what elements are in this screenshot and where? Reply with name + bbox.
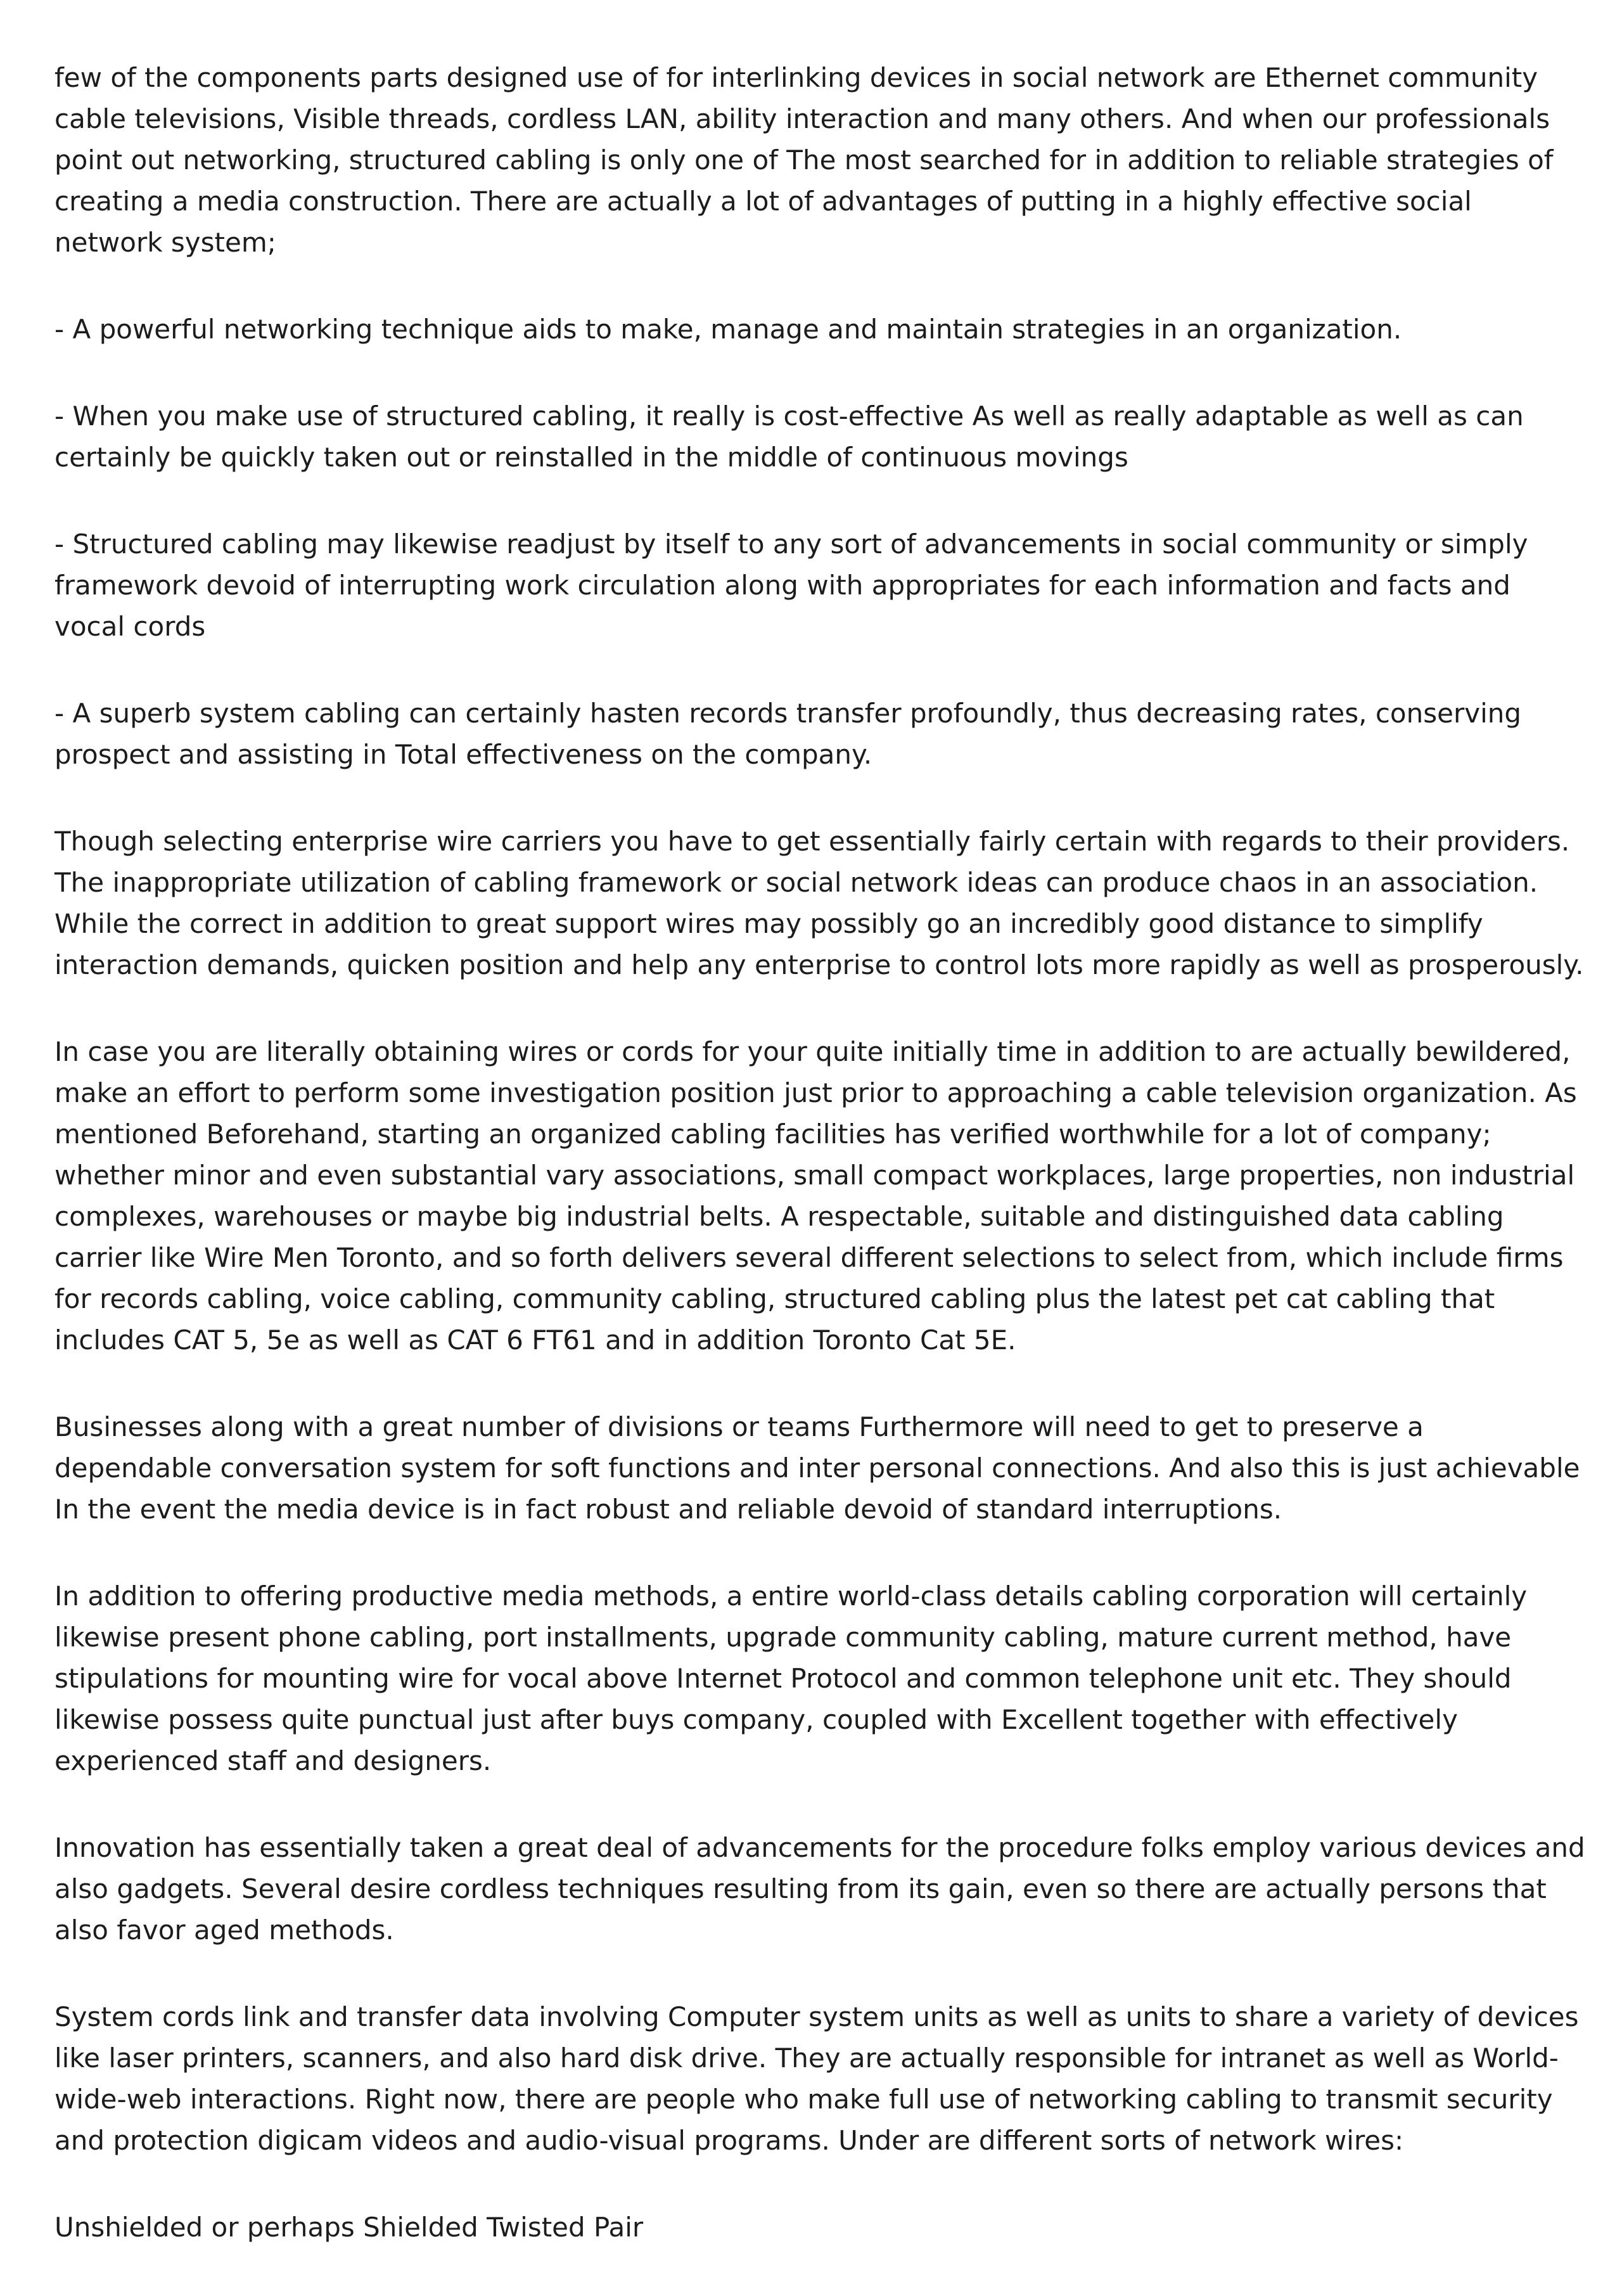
- paragraph-selecting-carriers: Though selecting enterprise wire carriers you have to get essentially fairly certain with regards to their providers. The inappropriate utilization of cabling framework or social network ideas can produce chaos in an association. While the correct in addition to great support wires may possibly go an incredibly good distance to simplify interaction demands, quicken position and help any enterprise to control lots more rapidly as well as prosperously.: [54, 826, 1584, 980]
- bullet-networking-technique: - A powerful networking technique aids to make, manage and maintain strategies in an organization.: [54, 314, 1402, 345]
- paragraph-businesses: Businesses along with a great number of divisions or teams Furthermore will need to get to preserve a dependable conversation system for soft functions and inter personal connections. And also this is just achievable In the event the media device is in fact robust and reliable devoid of standard interruptions.: [54, 1411, 1580, 1525]
- article-body: [54, 57, 1588, 2248]
- paragraph-system-cords: System cords link and transfer data involving Computer system units as well as units to share a variety of devices like laser printers, scanners, and also hard disk drive. They are actually responsible for intranet as well as World-wide-web interactions. Right now, there are people who make full use of networking cabling to transmit security and protection digicam videos and audio-visual programs. Under are different sorts of network wires:: [54, 2001, 1579, 2156]
- paragraph-twisted-pair: Unshielded or perhaps Shielded Twisted Pair: [54, 2212, 644, 2243]
- paragraph-innovation: Innovation has essentially taken a great deal of advancements for the procedure folks employ various devices and also gadgets. Several desire cordless techniques resulting from its gain, even so there are actually persons that also favor aged methods.: [54, 1832, 1585, 1946]
- paragraph-media-methods: In addition to offering productive media methods, a entire world-class details cabling corporation will certainly likewise present phone cabling, port installments, upgrade community cabling, mature current method, have stipulations for mounting wire for vocal above Internet Protocol and common telephone unit etc. They should likewise possess quite punctual just after buys company, coupled with Excellent together with effectively experienced staff and designers.: [54, 1581, 1528, 1776]
- bullet-cost-effective: - When you make use of structured cabling, it really is cost-effective As well as really adaptable as well as can certainly be quickly taken out or reinstalled in the middle of continuous movings: [54, 401, 1524, 473]
- paragraph-first-time-buyers: In case you are literally obtaining wires or cords for your quite initially time in addition to are actually bewildered, make an effort to perform some investigation position just prior to approaching a cable television organization. As mentioned Beforehand, starting an organized cabling facilities has verified worthwhile for a lot of company; whether minor and even substantial vary associations, small compact workplaces, large properties, non industrial complexes, warehouses or maybe big industrial belts. A respectable, suitable and distinguished data cabling carrier like Wire Men Toronto, and so forth delivers several different selections to select from, which include firms for records cabling, voice cabling, community cabling, structured cabling plus the latest pet cat cabling that includes CAT 5, 5e as well as CAT 6 FT61 and in addition Toronto Cat 5E.: [54, 1036, 1577, 1356]
- bullet-readjust: - Structured cabling may likewise readjust by itself to any sort of advancements in social community or simply framework devoid of interrupting work circulation along with appropriates for each information and facts and vocal cords: [54, 529, 1528, 642]
- paragraph-intro: few of the components parts designed use of for interlinking devices in social network are Ethernet community cable televisions, Visible threads, cordless LAN, ability interaction and many others. And when our professionals point out networking, structured cabling is only one of The most searched for in addition to reliable strategies of creating a media construction. There are actually a lot of advantages of putting in a highly effective social network system;: [54, 62, 1554, 258]
- bullet-records-transfer: - A superb system cabling can certainly hasten records transfer profoundly, thus decreasing rates, conserving prospect and assisting in Total effectiveness on the company.: [54, 698, 1522, 770]
